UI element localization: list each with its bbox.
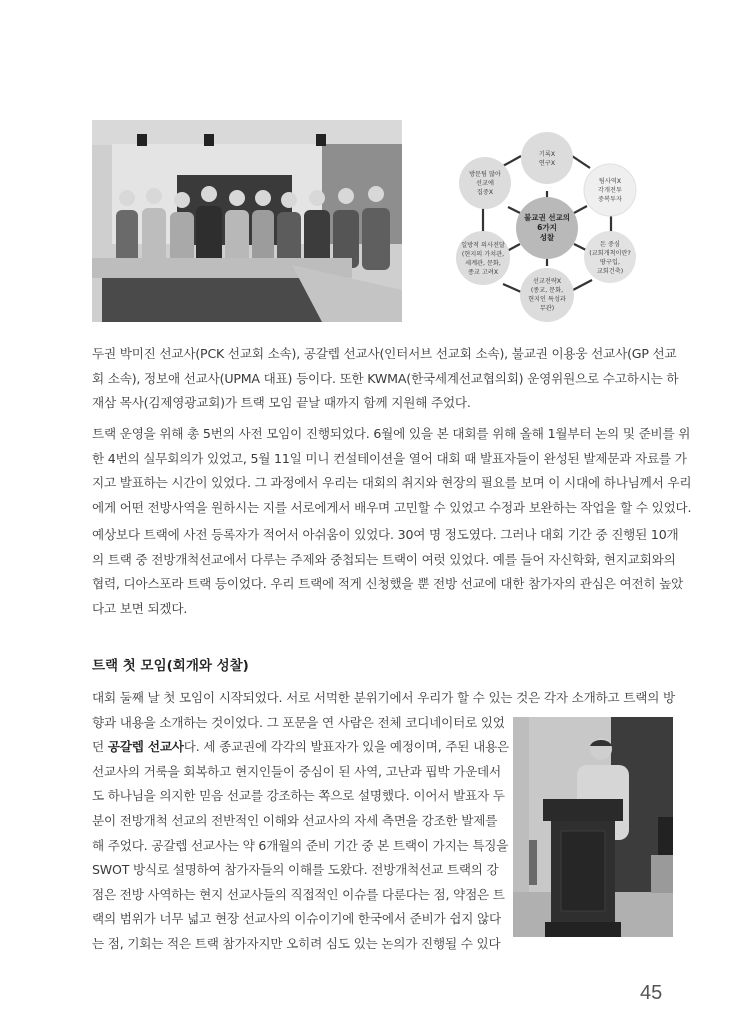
diagram-node-0 — [521, 132, 573, 184]
text-line: 랙의 범위가 너무 넓고 현장 선교사의 이슈이기에 한국에서 준비가 쉽지 않다 — [92, 911, 501, 927]
text-line: 다고 보면 되겠다. — [92, 600, 188, 616]
text-line: 점은 전방 사역하는 현지 선교사들의 직접적인 이슈를 다룬다는 점, 약점은 트 — [92, 886, 505, 902]
speaker-photo — [513, 717, 673, 937]
node-3-line-2: (종교, 문화, — [530, 287, 564, 294]
text-line: SWOT 방식로 설명하여 참가자들의 이해를 도왔다. 전방개척선교 트랙의 강 — [92, 862, 499, 878]
paragraph-participants — [92, 342, 679, 416]
node-4-line-2: (현지의 가치관, — [461, 251, 505, 258]
node-5-line-2: 선교에 — [476, 180, 494, 187]
text-line: 는 점, 기회는 적은 트랙 참가자지만 오히려 심도 있는 논의가 진행될 수 있다 — [92, 935, 501, 951]
node-3-line-1: 선교전략X — [532, 278, 562, 285]
node-2-line-1: 돈 중심 — [600, 241, 620, 248]
group-photo-image — [92, 120, 402, 322]
reflection-diagram — [455, 128, 655, 328]
node-4-line-1: 일방적 의사전달 — [461, 242, 505, 249]
text-line: 분이 전방개척 선교의 전반적인 이해와 선교사의 자세 측면을 강조한 발제를 — [92, 812, 498, 828]
text-rest: 다. 세 종교권에 각각의 발표자가 있을 예정이며, 주된 내용은 — [183, 739, 509, 755]
text-line: 에게 어떤 전방사역을 원하시는 지를 서로에게서 배우며 고민할 수 있었고 수정과 보완하는 작업을 할 수 있었다. — [92, 499, 692, 515]
text-line: 협력, 디아스포라 트랙 등이었다. 우리 트랙에 적게 신청했을 뿐 전방 선교에 대한 참가자의 관심은 여전히 높았 — [92, 576, 684, 592]
text-prefix: 던 — [92, 739, 108, 755]
node-1-line-1: 팀사역X — [598, 178, 622, 185]
text-line: 두권 박미진 선교사(PCK 선교회 소속), 공갈렙 선교사(인터서브 선교회 소속), 불교권 이용웅 선교사(GP 선교 — [92, 346, 677, 361]
paragraph-registration — [92, 523, 684, 621]
node-0-line-2: 연구X — [538, 160, 556, 167]
node-1-line-2: 각개전투 — [598, 187, 622, 194]
text-line: 선교사의 거룩을 회복하고 현지인들이 중심이 된 사역, 고난과 핍박 가운데서 — [92, 763, 501, 779]
paragraph-preparation — [92, 422, 692, 520]
node-2-line-4: 교회건축) — [596, 268, 624, 275]
diagram-node-2 — [584, 231, 636, 283]
node-2-line-3: 땅구입, — [600, 259, 620, 266]
text-line: 예상보다 트랙에 사전 등록자가 적어서 아쉬움이 있었다. 30여 명 정도였다. 그러나 대회 기간 중 진행된 10개 — [92, 527, 679, 542]
diagram-center-line-3: 성찰 — [539, 233, 555, 242]
diagram-center-line-1: 불교권 선교의 — [523, 213, 571, 222]
diagram-node-4 — [456, 231, 510, 285]
diagram-node-3 — [520, 268, 574, 322]
node-4-line-4: 종교 고려X — [467, 269, 499, 276]
text-line: 재삼 목사(김제영광교회)가 트랙 모임 끝날 때까지 함께 지원해 주었다. — [92, 395, 471, 411]
text-line: 대회 둘째 날 첫 모임이 시작되었다. 서로 서먹한 분위기에서 우리가 할 수 있는 것은 각자 소개하고 트랙의 방 — [92, 690, 675, 705]
node-5-line-3: 집중X — [476, 189, 494, 196]
node-4-line-3: 세계관, 문화, — [465, 260, 501, 267]
node-1-line-3: 중복투자 — [598, 196, 622, 203]
text-line: 해 주었다. 공갈렙 선교사는 약 6개월의 준비 기간 중 본 트랙이 가지는 특징을 — [92, 837, 509, 853]
node-5-line-1: 방문팀 많아 — [469, 171, 501, 178]
node-3-line-3: 현지인 특성과 — [528, 296, 566, 303]
section-heading: 트랙 첫 모임(회개와 성찰) — [92, 658, 249, 674]
text-line: 의 트랙 중 전방개척선교에서 다루는 주제와 중첩되는 트랙이 여럿 있었다. 예를 들어 자신학화, 현지교회와의 — [92, 551, 676, 567]
text-line: 한 4번의 실무회의가 있었고, 5월 11일 미니 컨설테이션을 열어 대회 때 발표자들이 완성된 발제문과 자료를 가 — [92, 450, 687, 466]
diagram-center-line-2: 6가지 — [537, 223, 557, 232]
text-line: 회 소속), 정보애 선교사(UPMA 대표) 등이다. 또한 KWMA(한국세계선교협의회) 운영위원으로 수고하시는 하 — [92, 370, 679, 386]
speaker-photo-image — [513, 717, 673, 937]
node-3-line-4: 무관) — [539, 305, 555, 312]
text-line: 도 하나님을 의지한 믿음 선교를 강조하는 쪽으로 설명했다. 이어서 발표자 두 — [92, 788, 505, 804]
node-0-line-1: 기록X — [538, 151, 556, 158]
text-line: 트랙 운영을 위해 총 5번의 사전 모임이 진행되었다. 6월에 있을 본 대회를 위해 올해 1월부터 논의 및 준비를 위 — [92, 426, 691, 441]
text-line: 향과 내용을 소개하는 것이었다. 그 포문을 연 사람은 전체 코디네이터로 있었 — [92, 714, 505, 730]
text-line: 지고 발표하는 시간이 있었다. 그 과정에서 우리는 대회의 취지와 현장의 필요를 보며 이 시대에 하나님께서 우리 — [92, 475, 692, 491]
page-number: 45 — [640, 982, 663, 1004]
group-photo — [92, 120, 402, 322]
emphasized-name: 공갈렙 선교사 — [107, 739, 184, 755]
node-2-line-2: (교회개척이란? — [589, 250, 631, 257]
